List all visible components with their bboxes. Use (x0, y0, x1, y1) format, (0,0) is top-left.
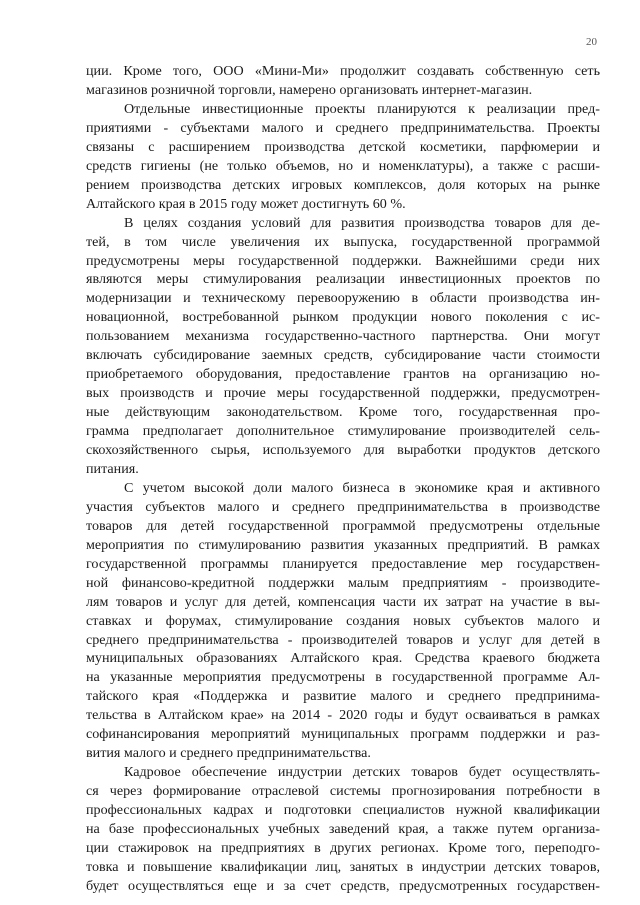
text-line: приобретаемого оборудования, предоставление грантов на организацию но- (86, 366, 600, 383)
text-line: С учетом высокой доли малого бизнеса в экономике края и активного (124, 479, 600, 496)
text-line: товаров для детей государственной программой предусмотрены отдельные (86, 517, 600, 534)
text-line: пользованием механизма государственно-частного партнерства. Они могут (86, 328, 600, 345)
text-line: ции стажировок на предприятиях в других регионах. Кроме того, переподго- (86, 839, 600, 856)
text-line: рением производства детских игровых комплексов, доля которых на рынке (86, 176, 600, 193)
text-line: будет осуществляться еще и за счет средств, предусмотренных государствен- (86, 877, 600, 894)
text-line: средств гигиены (не только объемов, но и номенклатуры), а также с расши- (86, 157, 600, 174)
text-line: связаны с расширением производства детской косметики, парфюмерии и (86, 138, 600, 155)
text-line: ной финансово-кредитной поддержки малым предприятиям - производите- (86, 574, 600, 591)
text-line: товка и повышение квалификации лиц, занятых в индустрии детских товаров, (86, 858, 600, 875)
text-line: модернизации и техническому перевооружению в области производства ин- (86, 290, 600, 307)
text-line: среднего предпринимательства - производителей товаров и услуг для детей в (86, 631, 600, 648)
text-line: тельства в Алтайском крае» на 2014 - 2020 годы и будут осваиваться в рамках (86, 707, 600, 724)
text-line: лям товаров и услуг для детей, компенсация части их затрат на участие в вы- (86, 593, 600, 610)
text-line: ции. Кроме того, ООО «Мини-Ми» продолжит создавать собственную сеть (86, 63, 600, 79)
text-line: В целях создания условий для развития производства товаров для де- (124, 214, 600, 231)
text-line: государственной программы планируется предоставление мер государствен- (86, 555, 600, 572)
text-line: питания. (86, 460, 139, 477)
text-line: Отдельные инвестиционные проекты планируются к реализации пред- (124, 100, 600, 117)
text-line: скохозяйственного сырья, используемого для выработки продуктов детского (86, 442, 600, 458)
text-line: являются меры стимулирования реализации инвестиционных проектов по (86, 271, 600, 288)
text-line: ставках и форумах, стимулирование создания новых субъектов малого и (86, 612, 600, 629)
text-line: предусмотрены меры государственной поддержки. Важнейшими среди них (86, 252, 600, 269)
text-line: софинансирования мероприятий муниципальных программ поддержки и раз- (86, 726, 600, 743)
text-line: муниципальных образованиях Алтайского края. Средства краевого бюджета (86, 650, 600, 667)
text-line: ся через формирование отраслевой системы прогнозирования потребности в (86, 783, 600, 800)
text-line: на базе профессиональных учебных заведений края, а также путем организа- (86, 821, 600, 837)
text-line: вых производств и прочие меры государственной поддержки, предусмотрен- (86, 385, 600, 402)
text-line: грамма предполагает дополнительное стимулирование производителей сель- (86, 423, 600, 440)
text-line: профессиональных кадрах и подготовки специалистов нужной квалификации (86, 802, 600, 818)
text-line: вития малого и среднего предпринимательства. (86, 745, 371, 762)
page-number: 20 (586, 36, 597, 48)
text-line: тайского края «Поддержка и развитие малого и среднего предпринима- (86, 688, 600, 705)
text-line: тей, в том числе увеличения их выпуска, государственной программой (86, 233, 600, 250)
text-line: новационной, востребованной рынком продукции нового поколения с ис- (86, 309, 600, 326)
text-line: Алтайского края в 2015 году может достигнуть 60 %. (86, 195, 406, 212)
text-line: мероприятия по стимулированию развития указанных предприятий. В рамках (86, 536, 600, 553)
text-line: включать субсидирование заемных средств, субсидирование части стоимости (86, 347, 600, 364)
text-line: магазинов розничной торговли, намерено организовать интернет-магазин. (86, 82, 533, 98)
text-line: на указанные мероприятия предусмотрены в государственной программе Ал- (86, 669, 600, 686)
text-line: ные действующим законодательством. Кроме того, государственная про- (86, 404, 600, 421)
text-line: Кадровое обеспечение индустрии детских товаров будет осуществлять- (124, 764, 600, 781)
text-line: приятиями - субъектами малого и среднего предпринимательства. Проекты (86, 119, 600, 136)
text-line: участия субъектов малого и среднего предпринимательства в производстве (86, 498, 600, 515)
